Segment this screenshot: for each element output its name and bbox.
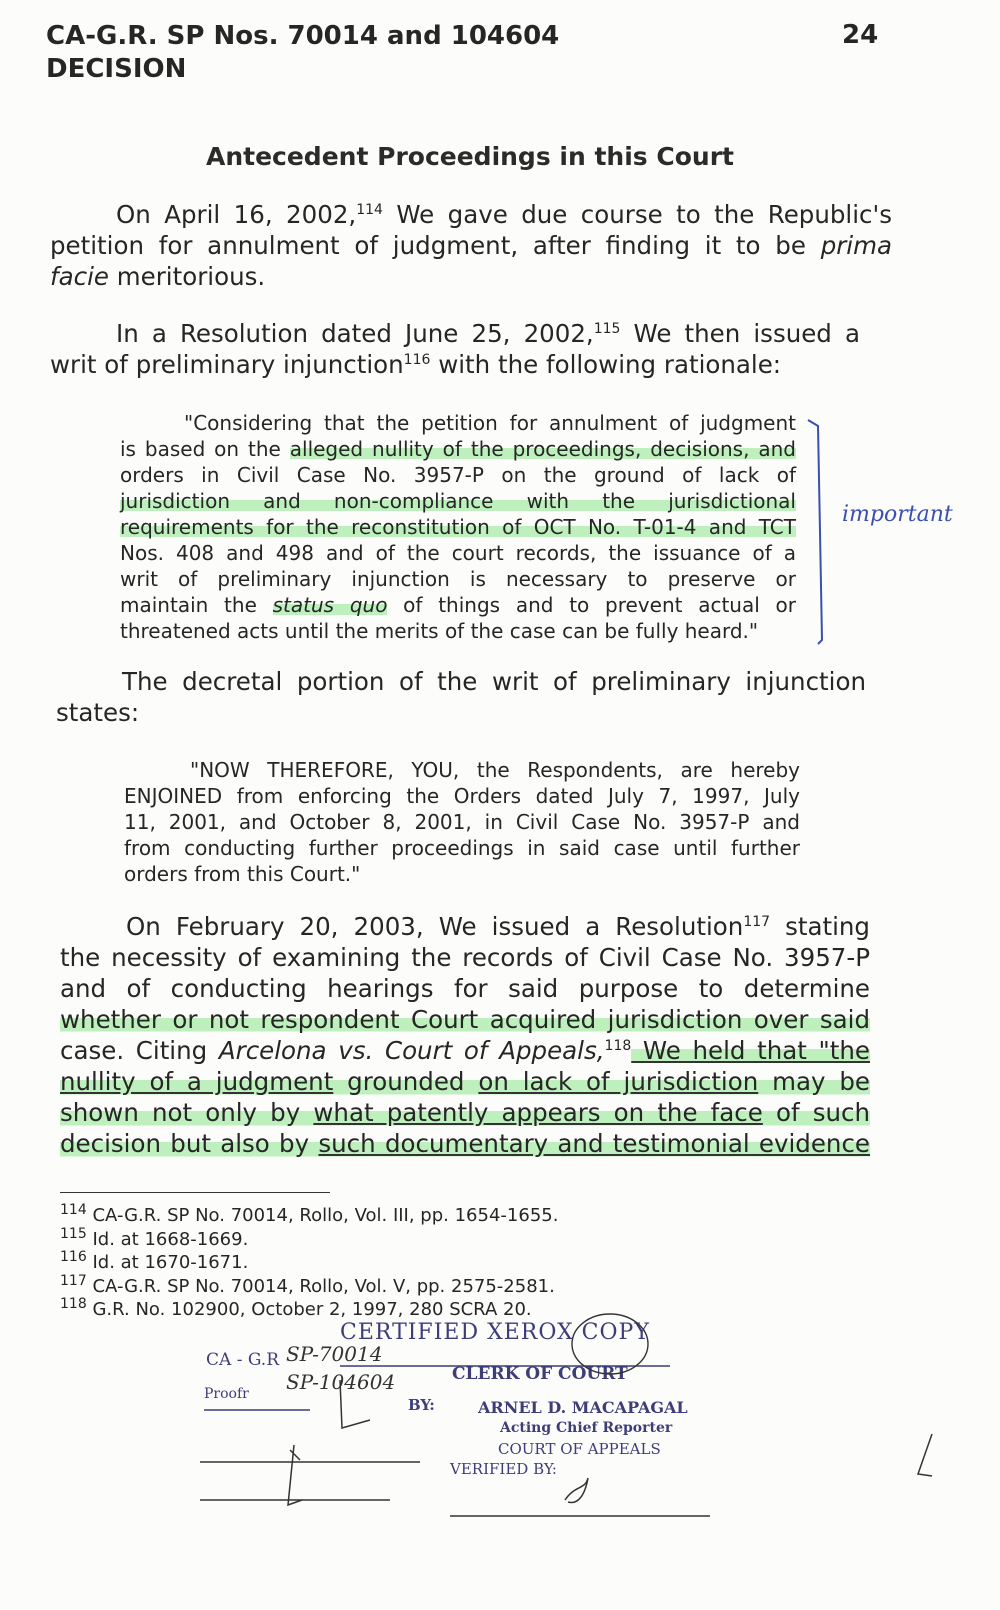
stamp-verified-by: VERIFIED BY: xyxy=(450,1460,557,1478)
footnote-number: 117 xyxy=(60,1272,87,1289)
quote-line xyxy=(120,488,796,514)
italic-text: status quo xyxy=(272,593,388,617)
margin-bracket-annotation xyxy=(800,412,940,652)
underlined-text: on lack of jurisdiction xyxy=(478,1067,759,1096)
quote-line: Nos. 408 and 498 and of the court records, the issuance of a xyxy=(120,541,796,565)
italic-text: facie xyxy=(50,262,109,291)
quote-line: threatened acts until the merits of the case can be fully heard." xyxy=(120,619,759,643)
para4-line8 xyxy=(60,1128,870,1159)
quote-line: "NOW THEREFORE, YOU, the Respondents, are hereby xyxy=(190,758,800,782)
text: writ of preliminary injunction xyxy=(50,350,404,379)
footnote-ref: 115 xyxy=(593,320,621,337)
text: grounded xyxy=(333,1067,479,1096)
footnote-text: Id. at 1668-1669. xyxy=(92,1228,249,1250)
stamp-title: Acting Chief Reporter xyxy=(500,1420,673,1436)
stamp-proofread: Proofr xyxy=(204,1386,249,1402)
section-heading: Antecedent Proceedings in this Court xyxy=(205,142,734,171)
case-number: CA-G.R. SP Nos. 70014 and 104604 xyxy=(46,21,560,51)
page-number: 24 xyxy=(842,20,879,50)
paragraph-3 xyxy=(56,666,866,728)
para4-line5 xyxy=(60,1035,870,1066)
footnote-ref: 118 xyxy=(604,1037,632,1054)
footnote-number: 115 xyxy=(60,1225,87,1242)
para2-line1 xyxy=(50,318,860,349)
footnote-ref: 116 xyxy=(403,351,431,368)
para-line: The decretal portion of the writ of preliminary injunction xyxy=(122,667,866,696)
underlined-text: such documentary and testimonial evidence xyxy=(318,1129,870,1158)
text: maintain the xyxy=(120,593,273,617)
para4-line6 xyxy=(60,1066,870,1097)
text: of things and to prevent actual or xyxy=(387,593,796,617)
quote-line xyxy=(120,514,796,540)
block-quote-decretal xyxy=(124,757,800,887)
stamp-clerk-of-court: CLERK OF COURT xyxy=(452,1364,628,1384)
paragraph-2 xyxy=(50,318,860,380)
footnote-item xyxy=(60,1251,558,1275)
footnote-text: CA-G.R. SP No. 70014, Rollo, Vol. V, pp. 2575-2581. xyxy=(92,1275,555,1297)
footnote-ref: 114 xyxy=(356,201,383,218)
quote-line: "Considering that the petition for annulment of judgment xyxy=(184,411,796,435)
footnote-number: 116 xyxy=(60,1249,87,1265)
footnote-item xyxy=(60,1204,558,1228)
text: with the following rationale: xyxy=(430,350,782,379)
para1-line1 xyxy=(50,199,892,230)
para4-line4 xyxy=(60,1004,870,1035)
underlined-text: nullity of a judgment xyxy=(60,1067,334,1096)
footnote-ref: 117 xyxy=(743,913,771,930)
quote-line: writ of preliminary injunction is necessary to preserve or xyxy=(120,567,796,591)
highlighted-text: We held that "the xyxy=(631,1036,870,1065)
para-line: states: xyxy=(56,698,140,727)
block-quote-rationale xyxy=(120,410,796,644)
handwritten-case-no-2: SP-104604 xyxy=(286,1370,396,1394)
quote-line: 11, 2001, and October 8, 2001, in Civil Case No. 3957-P and xyxy=(124,810,800,834)
footnote-item xyxy=(60,1272,558,1299)
text: shown not only by xyxy=(60,1098,314,1127)
paragraph-4 xyxy=(60,911,870,1159)
text: On February 20, 2003, We issued a Resolution xyxy=(126,912,744,941)
para1-line2 xyxy=(50,230,892,261)
text: case. Citing xyxy=(60,1036,219,1065)
signature-mark xyxy=(565,1478,588,1503)
para1-line3 xyxy=(50,261,892,292)
para-line: and of conducting hearings for said purpose to determine xyxy=(60,974,870,1003)
quote-line: orders in Civil Case No. 3957-P on the ground of lack of xyxy=(120,463,796,487)
stamp-court: COURT OF APPEALS xyxy=(498,1440,661,1458)
para-line: the necessity of examining the records of Civil Case No. 3957-P xyxy=(60,943,870,972)
footnotes xyxy=(60,1204,558,1322)
text: is based on the xyxy=(120,437,290,461)
para4-line7 xyxy=(60,1097,870,1128)
highlighted-text: jurisdiction and non-compliance with the jurisdictional xyxy=(120,489,796,513)
stamp-certified-copy: CERTIFIED XEROX COPY xyxy=(340,1320,650,1345)
stamp-case-prefix: CA - G.R xyxy=(206,1350,280,1370)
document-type: DECISION xyxy=(46,54,187,84)
footnote-text: CA-G.R. SP No. 70014, Rollo, Vol. III, pp. 1654-1655. xyxy=(92,1205,559,1226)
text: We then issued a xyxy=(620,319,860,348)
footnote-text: Id. at 1670-1671. xyxy=(92,1252,249,1273)
text: stating xyxy=(770,912,870,941)
footnote-rule xyxy=(60,1192,330,1193)
stamp-circle xyxy=(572,1314,648,1374)
footnote-text: G.R. No. 102900, October 2, 1997, 280 SCRA 20. xyxy=(92,1299,532,1320)
footnote-item xyxy=(60,1225,558,1252)
margin-note-important: important xyxy=(842,502,953,527)
italic-text: prima xyxy=(820,231,892,260)
signature-mark xyxy=(288,1445,302,1505)
text: decision but also by xyxy=(60,1129,319,1158)
text: In a Resolution dated June 25, 2002, xyxy=(116,319,594,348)
margin-tick xyxy=(918,1434,932,1476)
para4-line1 xyxy=(60,911,870,942)
handwritten-case-no-1: SP-70014 xyxy=(286,1342,383,1366)
footnote-number: 118 xyxy=(60,1296,87,1312)
text: petition for annulment of judgment, after finding it to be xyxy=(50,231,821,260)
highlighted-text: whether or not respondent Court acquired jurisdiction over said xyxy=(60,1005,870,1034)
paragraph-1 xyxy=(50,199,892,292)
quote-line xyxy=(120,436,796,462)
quote-line: from conducting further proceedings in said case until further xyxy=(124,836,800,860)
text: may be xyxy=(758,1067,870,1096)
quote-line xyxy=(120,592,796,618)
text: of such xyxy=(762,1098,871,1127)
stamp-name: ARNEL D. MACAPAGAL xyxy=(478,1398,688,1417)
highlighted-text: alleged nullity of the proceedings, decisions, and xyxy=(289,437,796,461)
signature-mark xyxy=(340,1380,370,1428)
text: meritorious. xyxy=(109,262,266,291)
highlighted-text: requirements for the reconstitution of OCT No. T-01-4 and TCT xyxy=(120,515,796,539)
underlined-text: what patently appears on the face xyxy=(313,1098,763,1127)
text: We gave due course to the Republic's xyxy=(382,200,892,229)
quote-line: ENJOINED from enforcing the Orders dated July 7, 1997, July xyxy=(124,784,800,808)
stamp-by: BY: xyxy=(408,1396,435,1414)
italic-text: Arcelona vs. Court of Appeals, xyxy=(218,1036,605,1065)
footnote-number: 114 xyxy=(60,1202,87,1218)
quote-line: orders from this Court." xyxy=(124,862,361,886)
text: On April 16, 2002, xyxy=(116,200,357,229)
para2-line2 xyxy=(50,349,860,380)
case-header xyxy=(46,20,559,86)
stamp-lines-and-marks xyxy=(190,1310,950,1610)
bracket-stroke xyxy=(808,420,822,644)
